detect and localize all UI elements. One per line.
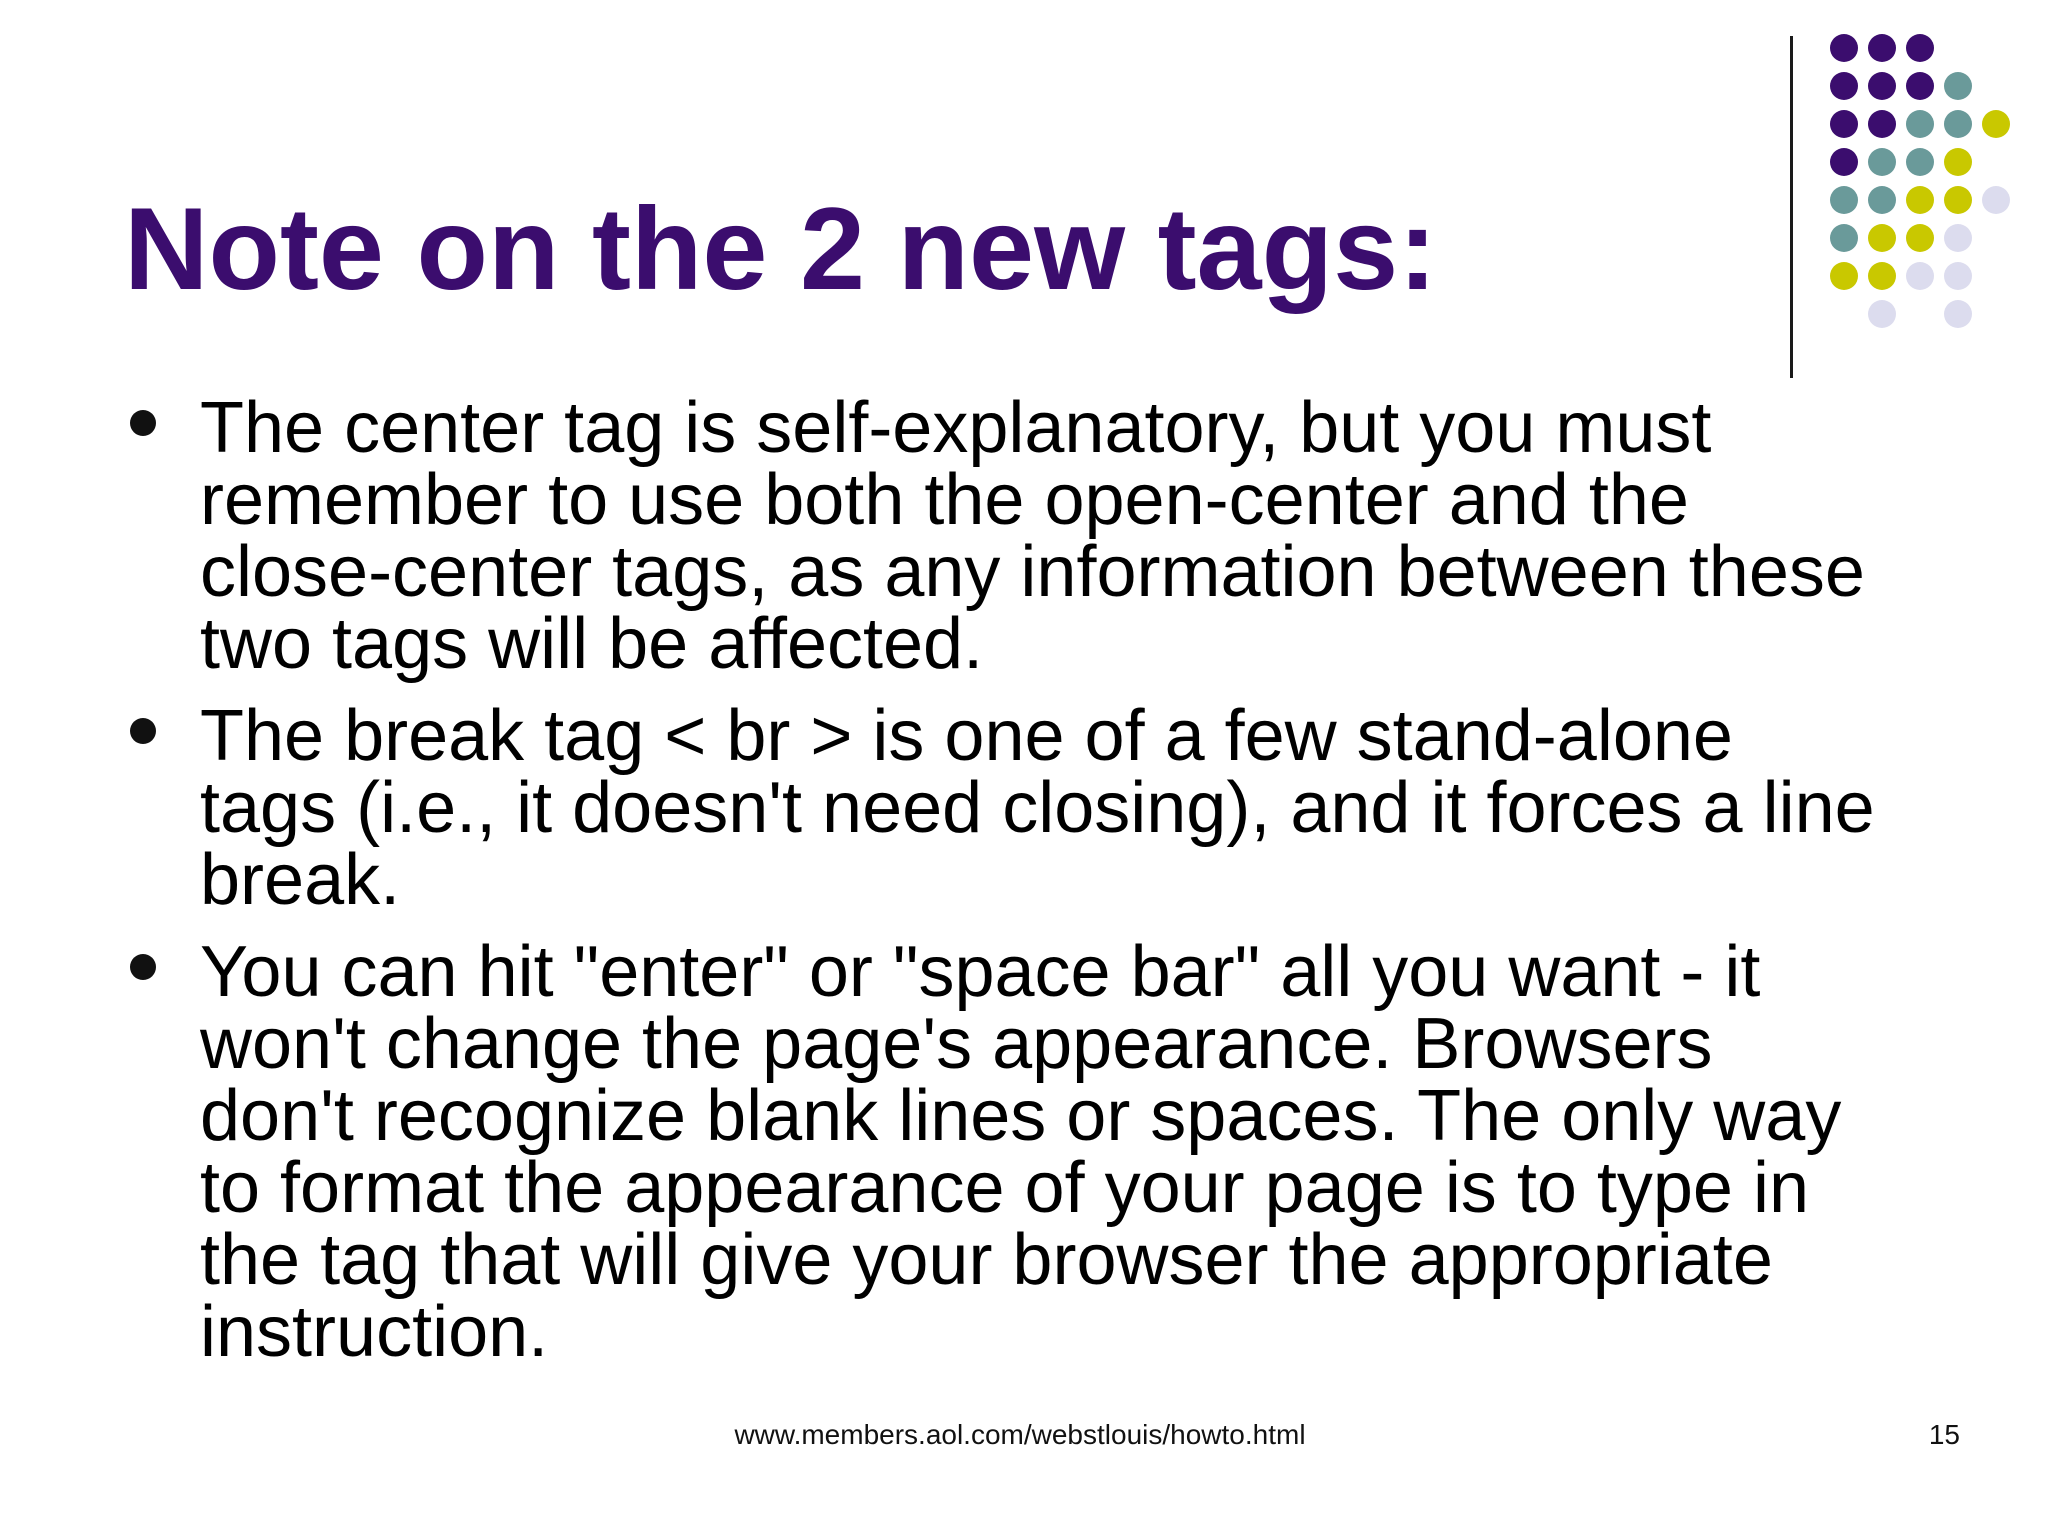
bullet-line: The center tag is self-explanatory, but you must (200, 388, 1712, 468)
bullet-dot-icon (130, 954, 156, 980)
bullet-list (124, 388, 1964, 1388)
bullet-dot-icon (130, 410, 156, 436)
slide-number: 15 (1928, 1419, 1960, 1450)
decorative-dot-lavender (1944, 262, 1972, 290)
decorative-dot-yellow (1906, 186, 1934, 214)
decorative-dot-yellow (1868, 224, 1896, 252)
decorative-dot-yellow (1830, 262, 1858, 290)
decorative-dot-yellow (1868, 262, 1896, 290)
bullet-line: don't recognize blank lines or spaces. The only way (200, 1076, 1842, 1156)
decorative-dot-purple (1906, 72, 1934, 100)
bullet-item-center-tag (124, 388, 1964, 684)
bullet-item-break-tag (124, 696, 1964, 920)
bullet-item-whitespace (124, 932, 1964, 1372)
decorative-dot-purple (1868, 34, 1896, 62)
decorative-dot-teal (1830, 186, 1858, 214)
decorative-dot-purple (1868, 72, 1896, 100)
decorative-dot-purple (1830, 72, 1858, 100)
bullet-dot-icon (130, 718, 156, 744)
bullet-line: tags (i.e., it doesn't need closing), and it forces a line (200, 768, 1875, 848)
bullet-line: remember to use both the open-center and the (200, 460, 1689, 540)
bullet-line: close-center tags, as any information between these (200, 532, 1865, 612)
bullet-line: instruction. (200, 1292, 549, 1372)
decorative-dot-teal (1944, 72, 1972, 100)
decorative-dot-teal (1906, 148, 1934, 176)
decorative-dot-yellow (1944, 186, 1972, 214)
decorative-dot-yellow (1944, 148, 1972, 176)
decorative-dot-teal (1944, 110, 1972, 138)
decorative-dot-purple (1906, 34, 1934, 62)
decorative-dot-lavender (1944, 224, 1972, 252)
vertical-divider (1790, 36, 1793, 378)
slide-title: Note on the 2 new tags: (124, 183, 1438, 314)
bullet-line: You can hit "enter" or "space bar" all you want - it (200, 932, 1761, 1012)
decorative-dot-lavender (1906, 262, 1934, 290)
bullet-line: The break tag < br > is one of a few stand-alone (200, 696, 1733, 776)
decorative-dot-teal (1906, 110, 1934, 138)
footer-source-url: www.members.aol.com/webstlouis/howto.html (734, 1419, 1306, 1450)
bullet-line: to format the appearance of your page is to type in (200, 1148, 1809, 1228)
decorative-dot-lavender (1982, 186, 2010, 214)
decorative-dot-purple (1868, 110, 1896, 138)
decorative-dot-teal (1868, 186, 1896, 214)
bullet-line: the tag that will give your browser the appropriate (200, 1220, 1773, 1300)
decorative-dot-yellow (1906, 224, 1934, 252)
decorative-dot-lavender (1944, 300, 1972, 328)
decorative-dot-purple (1830, 34, 1858, 62)
decorative-dot-teal (1830, 224, 1858, 252)
decorative-dot-yellow (1982, 110, 2010, 138)
decorative-dot-purple (1830, 110, 1858, 138)
decorative-dot-teal (1868, 148, 1896, 176)
bullet-line: two tags will be affected. (200, 604, 984, 684)
bullet-line: won't change the page's appearance. Browsers (200, 1004, 1713, 1084)
decorative-dot-lavender (1868, 300, 1896, 328)
bullet-line: break. (200, 840, 401, 920)
decorative-dot-purple (1830, 148, 1858, 176)
